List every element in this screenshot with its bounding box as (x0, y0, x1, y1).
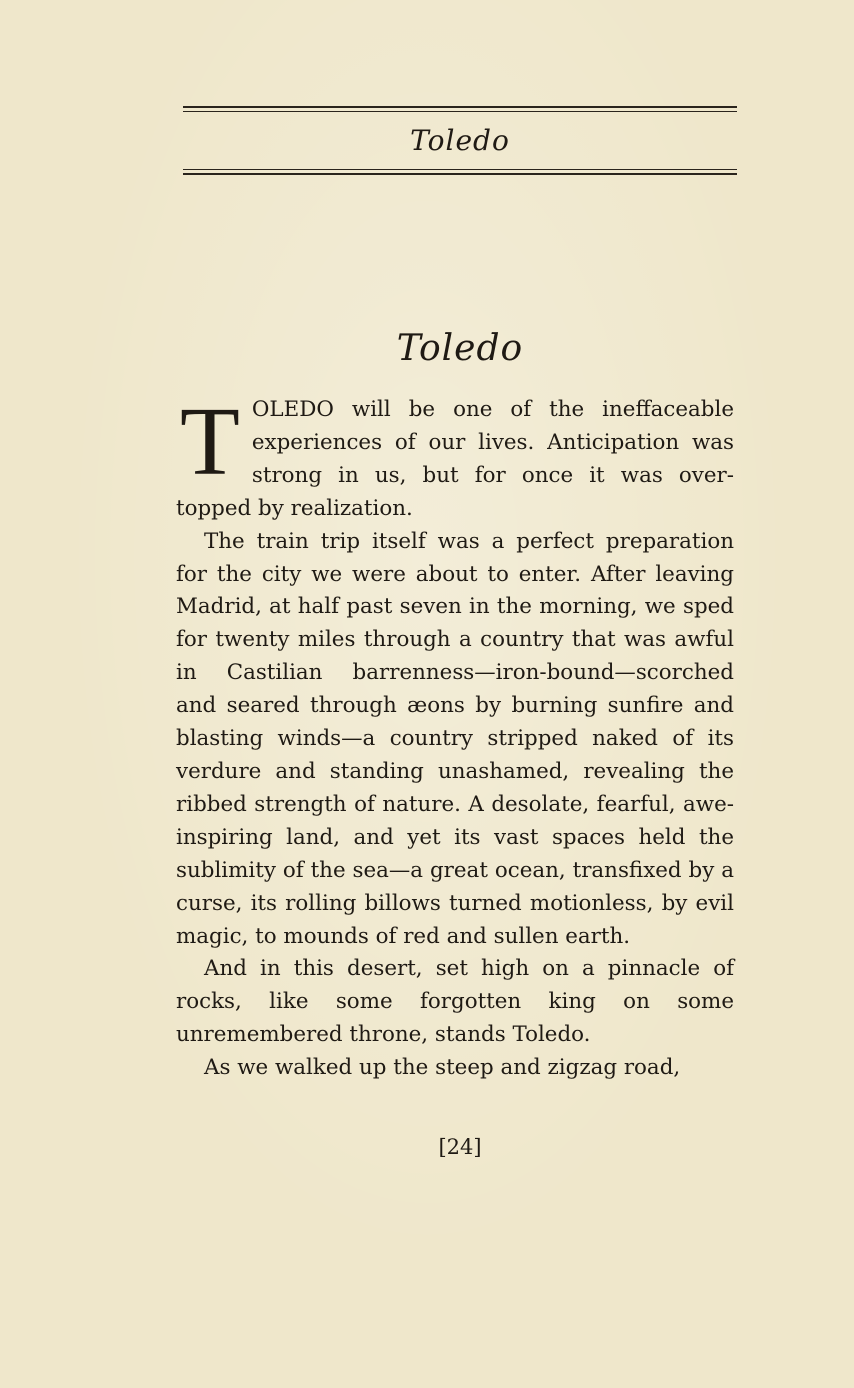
header-top-rule (183, 106, 737, 112)
drop-cap: T (180, 388, 240, 496)
paragraph: And in this desert, set high on a pinnacle of rocks, like some forgotten king on some unremembered throne, stands Toledo. (176, 956, 734, 1048)
paragraph-text: will be one of the ineffaceable experiences of our lives. Anticipation was strong in us, but for once it was over-topped by realization. (176, 397, 734, 521)
paragraph: The train trip itself was a perfect preparation for the city we were about to enter. After leaving Madrid, at half past seven in the morning, we sped for twenty miles through a country that was awful in Castilian barrenness—iron-bound—scorched and seared through æons by burning sunfire and blasting winds—a country stripped naked of its verdure and standing unashamed, revealing the ribbed strength of nature. A desolate, fearful, awe-inspiring land, and yet its vast spaces held the sublimity of the sea—a great ocean, transfixed by a curse, its rolling billows turned motionless, by evil magic, to mounds of red and sullen earth. (176, 528, 734, 949)
chapter-title: Toledo (396, 328, 524, 369)
body-text (176, 388, 734, 1085)
running-head: Toledo (410, 124, 510, 157)
paragraph: As we walked up the steep and zigzag road, (204, 1055, 681, 1081)
lead-caps: OLEDO (251, 397, 334, 422)
page-number: [24] (438, 1135, 482, 1159)
header-bottom-rule (183, 169, 737, 175)
paragraph (176, 388, 734, 526)
